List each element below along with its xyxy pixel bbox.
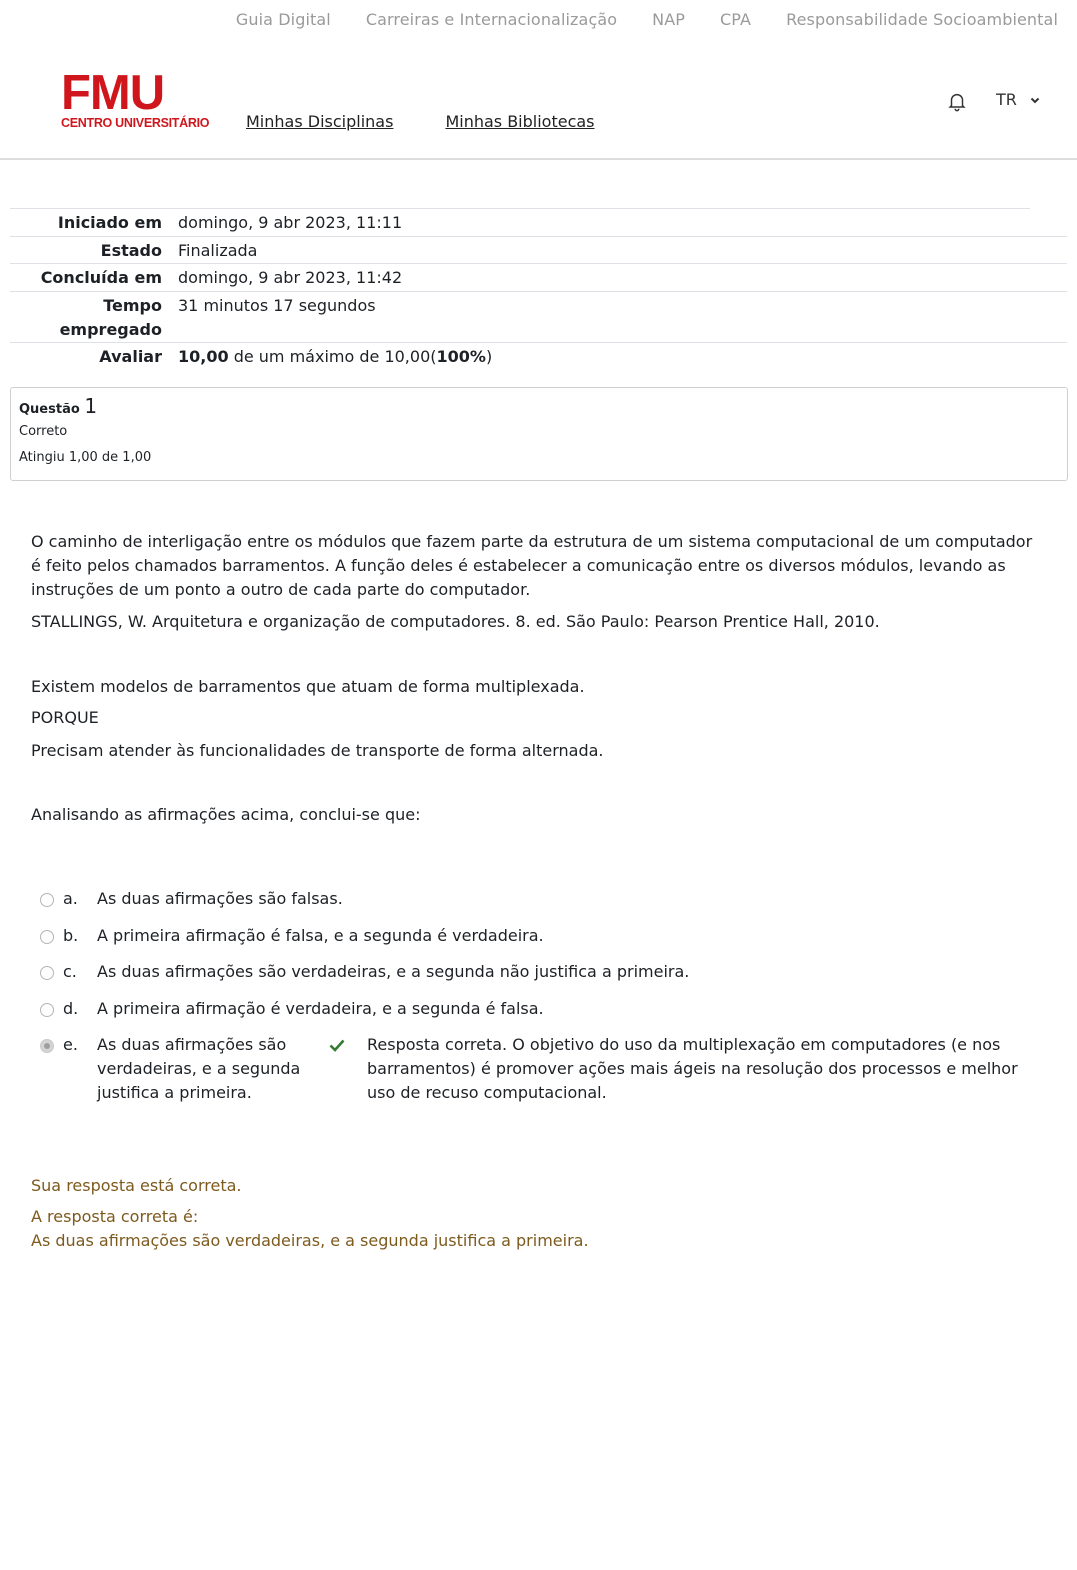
summary-row-estado — [10, 236, 1067, 263]
option-b[interactable] — [40, 924, 1050, 961]
question-label: Questão — [19, 402, 80, 417]
correct-answer-text: As duas afirmações são verdadeiras, e a segunda justifica a primeira. — [31, 1231, 589, 1250]
assertion-1: Existem modelos de barramentos que atuam de forma multiplexada. — [31, 677, 585, 696]
summary-value — [162, 343, 492, 372]
main-nav — [246, 112, 595, 131]
option-letter: d. — [63, 998, 79, 1018]
question-number-value: 1 — [84, 394, 98, 418]
summary-row-avaliar — [10, 342, 1067, 372]
option-d[interactable] — [40, 997, 1050, 1034]
correct-answer-block — [31, 1205, 589, 1253]
question-status: Correto — [19, 424, 68, 439]
answer-options — [40, 887, 1050, 1105]
summary-row-concluida — [10, 263, 1067, 291]
bell-icon[interactable] — [946, 90, 968, 112]
link-responsabilidade[interactable]: Responsabilidade Socioambiental — [786, 10, 1058, 29]
link-guia-digital[interactable]: Guia Digital — [235, 10, 331, 29]
correct-answer-label: A resposta correta é: — [31, 1207, 199, 1226]
top-links — [236, 10, 1058, 29]
radio-option-c[interactable] — [40, 966, 54, 980]
chevron-down-icon — [1029, 94, 1041, 106]
option-text: As duas afirmações são verdadeiras, e a segunda não justifica a primeira. — [97, 962, 690, 981]
option-letter: b. — [63, 925, 79, 945]
radio-option-a[interactable] — [40, 893, 54, 907]
question-prompt: Analisando as afirmações acima, conclui-se que: — [31, 805, 421, 824]
nav-minhas-bibliotecas[interactable]: Minhas Bibliotecas — [445, 112, 595, 131]
option-letter: a. — [63, 889, 78, 908]
option-letter: c. — [63, 962, 77, 981]
question-info — [10, 387, 1068, 481]
grade-text: de um máximo de 10,00( — [228, 347, 437, 366]
summary-label: Tempo empregado — [59, 296, 162, 339]
option-a[interactable] — [40, 887, 1050, 924]
porque-text: PORQUE — [31, 708, 99, 727]
question-reference: STALLINGS, W. Arquitetura e organização de computadores. 8. ed. São Paulo: Pearson Prentice Hall, 2010. — [31, 612, 880, 631]
option-text: As duas afirmações são falsas. — [97, 889, 343, 908]
assertion-2: Precisam atender às funcionalidades de transporte de forma alternada. — [31, 741, 604, 760]
option-text: A primeira afirmação é verdadeira, e a segunda é falsa. — [97, 998, 544, 1018]
summary-row-iniciado — [10, 208, 1030, 236]
link-nap[interactable]: NAP — [652, 10, 686, 29]
radio-option-b[interactable] — [40, 930, 54, 944]
option-text: A primeira afirmação é falsa, e a segunda é verdadeira. — [97, 925, 544, 945]
user-initials: TR — [996, 90, 1017, 109]
option-c[interactable] — [40, 960, 1050, 997]
logo-text: FMU — [61, 66, 165, 120]
header-divider — [0, 158, 1077, 160]
summary-value: domingo, 9 abr 2023, 11:42 — [178, 268, 403, 287]
summary-label: Estado — [100, 241, 162, 260]
question-number — [19, 394, 1059, 418]
link-cpa[interactable]: CPA — [720, 10, 752, 29]
summary-label: Iniciado em — [57, 213, 162, 232]
option-text: As duas afirmações são verdadeiras, e a segunda justifica a primeira. — [97, 1035, 301, 1102]
option-feedback: Resposta correta. O objetivo do uso da multiplexação em computadores (e nos barramentos) é promover ações mais ágeis na resolução dos processos e melhor uso de recuso computacional. — [367, 1035, 1018, 1102]
grade-score: 10,00 — [178, 347, 229, 366]
summary-label: Avaliar — [99, 347, 162, 366]
user-menu[interactable] — [996, 90, 1041, 109]
radio-option-d[interactable] — [40, 1003, 54, 1017]
result-message: Sua resposta está correta. — [31, 1176, 242, 1195]
attempt-summary — [10, 208, 1067, 372]
grade-percent: 100% — [436, 347, 486, 366]
logo-subtitle: CENTRO UNIVERSITÁRIO — [61, 116, 210, 130]
link-carreiras[interactable]: Carreiras e Internacionalização — [365, 10, 618, 29]
summary-value: 31 minutos 17 segundos — [178, 296, 376, 315]
grade-close: ) — [485, 347, 493, 366]
summary-value: Finalizada — [178, 241, 258, 260]
fmu-logo[interactable] — [61, 66, 210, 130]
question-points: Atingiu 1,00 de 1,00 — [19, 450, 152, 465]
radio-option-e[interactable] — [40, 1039, 54, 1053]
summary-value: domingo, 9 abr 2023, 11:11 — [178, 213, 403, 232]
nav-minhas-disciplinas[interactable]: Minhas Disciplinas — [246, 112, 394, 131]
option-e[interactable] — [40, 1033, 1050, 1105]
question-paragraph: O caminho de interligação entre os módulos que fazem parte da estrutura de um sistema computacional de um computador é feito pelos chamados barramentos. A função deles é estabelecer a comunicação entre os diversos módulos, levando as instruções de um ponto a outro de cada parte do computador. — [31, 532, 1033, 599]
option-letter: e. — [63, 1035, 78, 1054]
check-icon — [329, 1037, 345, 1053]
summary-label: Concluída em — [40, 268, 162, 287]
summary-row-tempo — [10, 291, 1067, 342]
